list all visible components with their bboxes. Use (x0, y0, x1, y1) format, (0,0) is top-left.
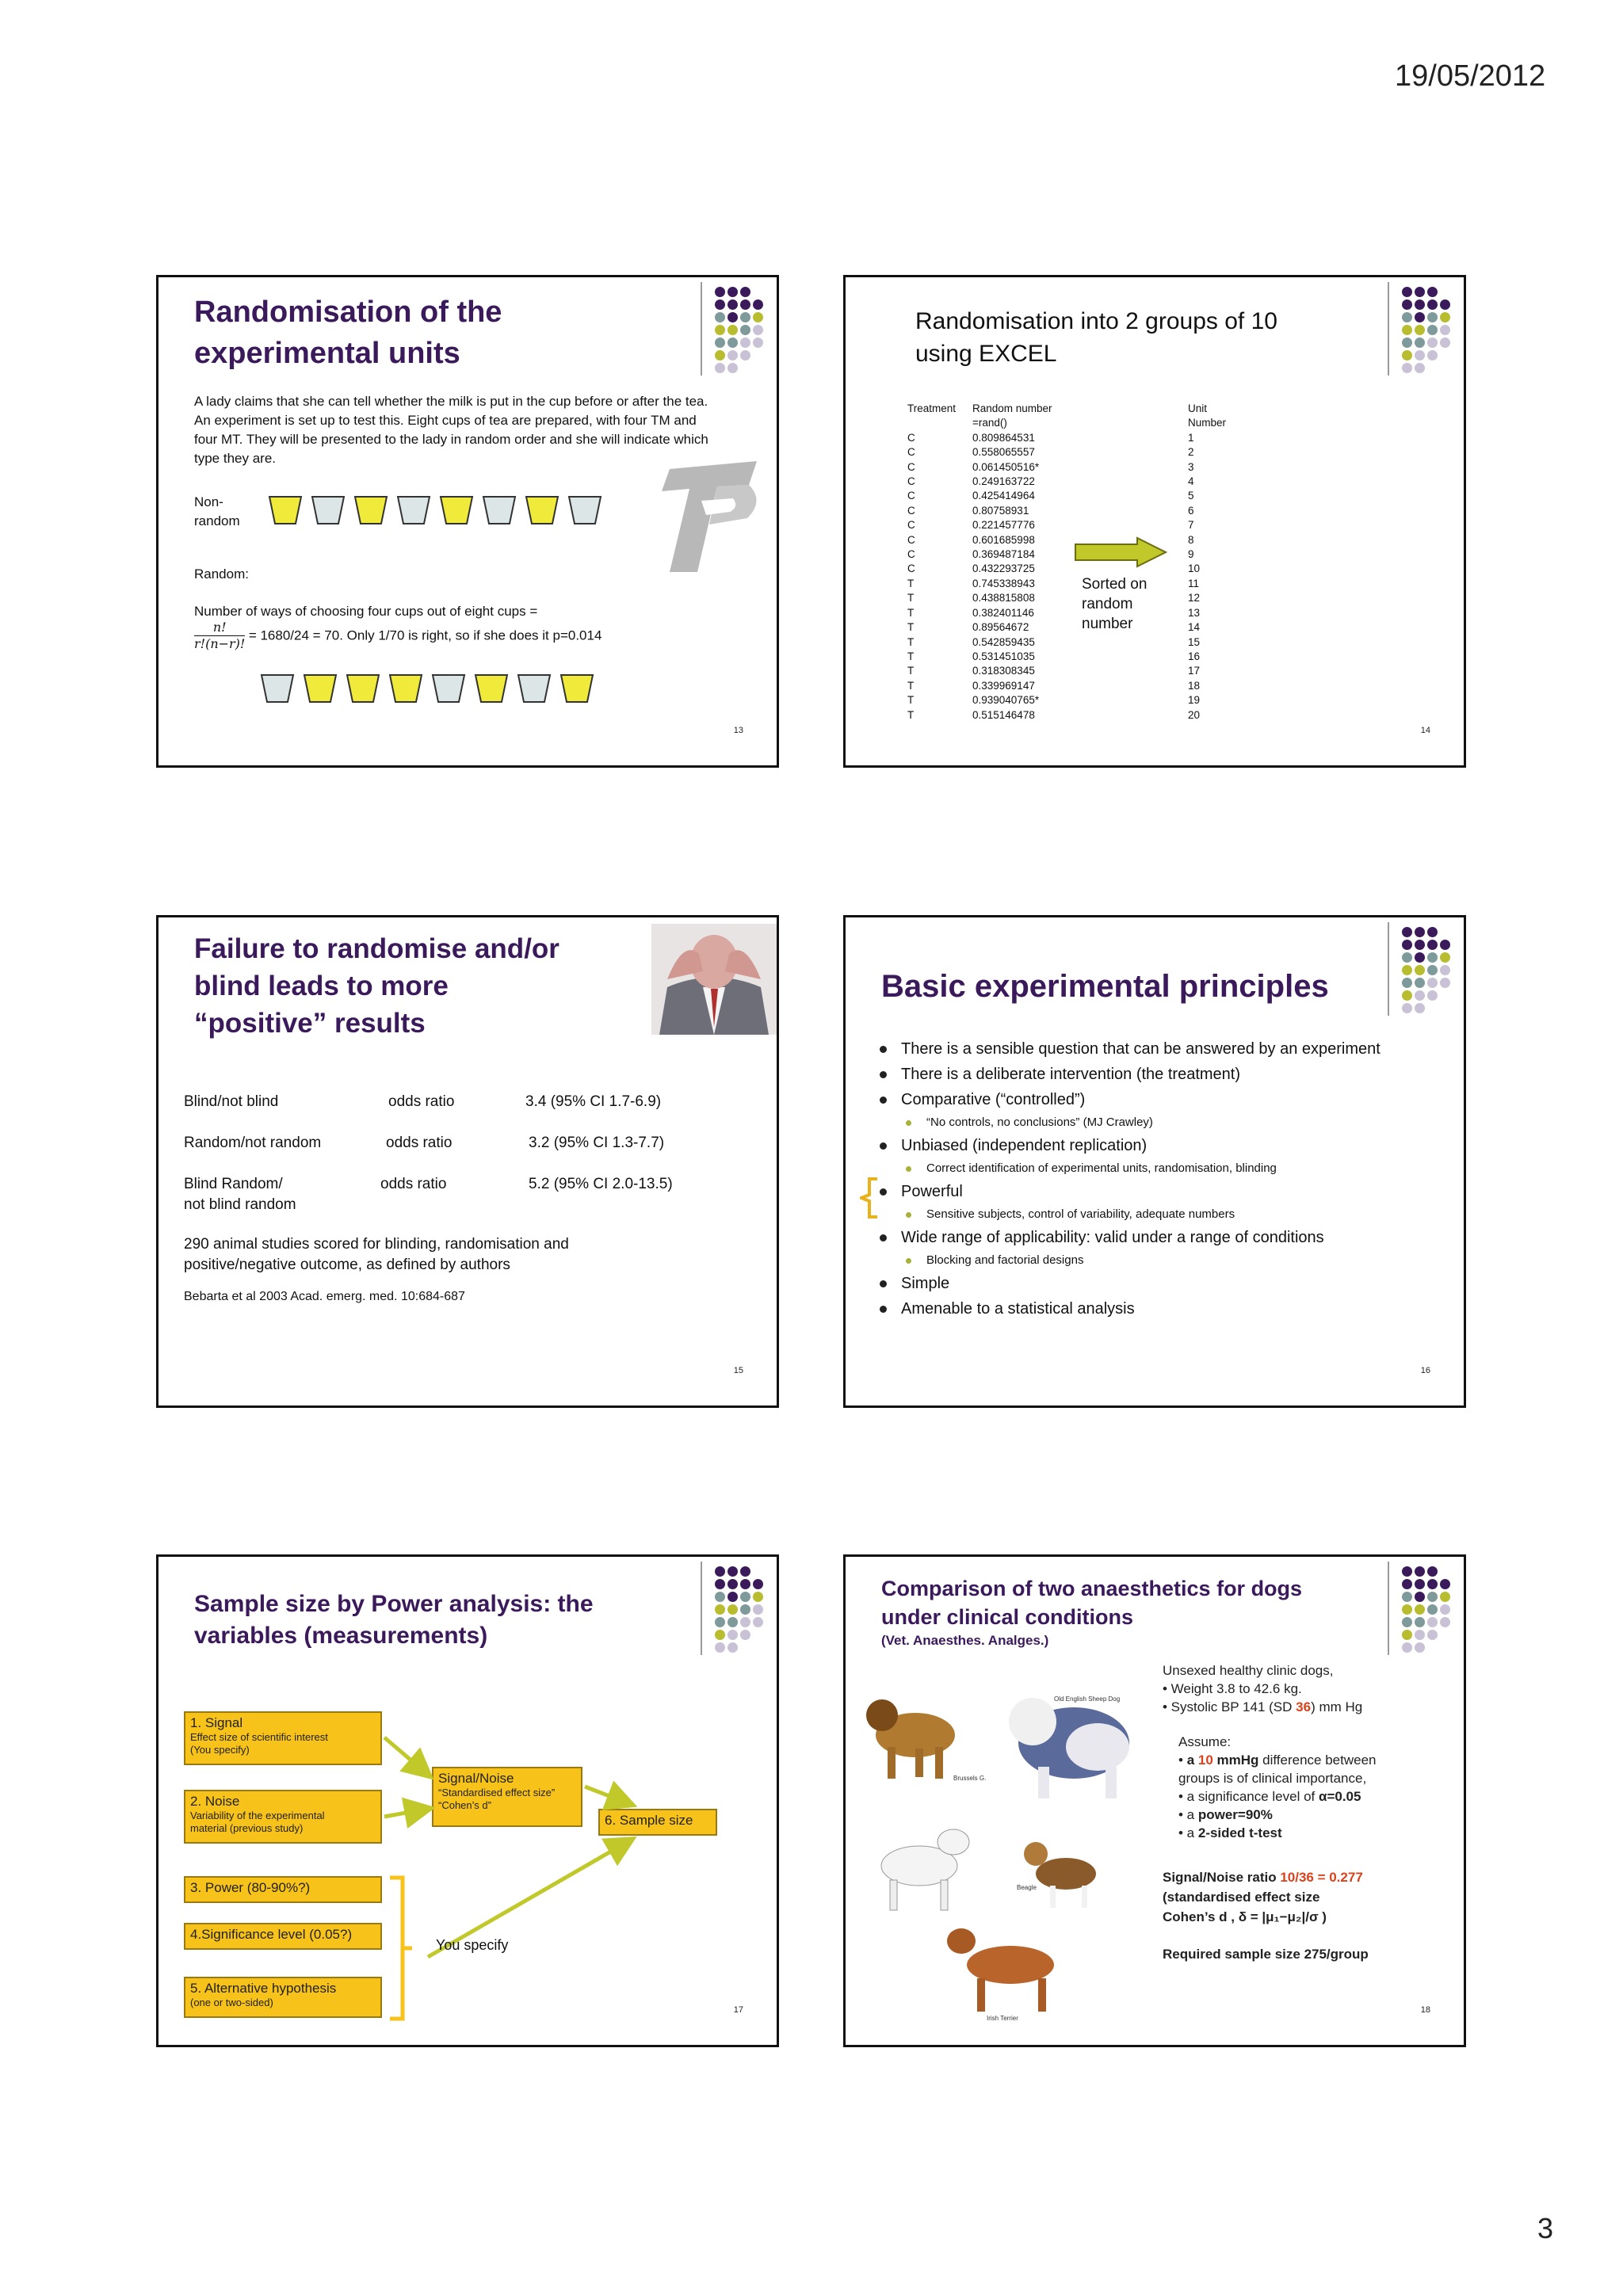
decoration-dot (727, 338, 738, 348)
decoration-dot (1402, 350, 1412, 360)
decoration-dot (727, 350, 738, 360)
table-cell: 0.558065557 (972, 446, 1035, 459)
decoration-dot (1402, 927, 1412, 937)
table-cell: 1 (1188, 431, 1194, 444)
decoration-dot (727, 325, 738, 335)
table-cell: T (907, 621, 915, 634)
noise-box: 2. Noise Variability of the experimental material (previous study) (184, 1790, 382, 1844)
slide-18 (843, 1554, 1466, 2047)
decoration-dot (1402, 940, 1412, 950)
decoration-dot (1415, 338, 1425, 348)
decoration-dot (1427, 363, 1438, 373)
decorative-dots (715, 287, 763, 373)
decoration-dot (1440, 965, 1450, 975)
decoration-dot (1440, 1604, 1450, 1615)
decoration-dot (715, 312, 725, 322)
table-cell: 15 (1188, 635, 1201, 648)
decoration-dot (1427, 1566, 1438, 1577)
decoration-dot (1440, 299, 1450, 310)
unit-number-column: Unit Number 1 2 3 4 5 6 7 8 9 10 11 12 13 14 15 16 17 18 19 20 (1188, 402, 1226, 723)
nonrandom-cups (268, 495, 610, 529)
random-label: Random: (194, 566, 249, 582)
table-cell: 0.369487184 (972, 548, 1035, 561)
old-english-sheepdog-image (1009, 1698, 1129, 1798)
slide-number: 17 (733, 2005, 743, 2015)
decoration-dot (753, 299, 763, 310)
slide-15-summary: 290 animal studies scored for blinding, randomisation and positive/negative outcome, as defined by authors (184, 1236, 569, 1273)
table-cell: 0.745338943 (972, 577, 1035, 589)
decoration-dot (1415, 1642, 1425, 1653)
decoration-dot (1415, 363, 1425, 373)
table-cell: 0.425414964 (972, 490, 1035, 502)
table-cell: C (907, 533, 915, 546)
decoration-dot (1415, 1630, 1425, 1640)
decoration-dot (1402, 325, 1412, 335)
table-cell: 20 (1188, 708, 1201, 721)
slide-16-title: Basic experimental principles (881, 969, 1329, 1004)
decoration-dot (1415, 350, 1425, 360)
decoration-dot (1415, 1617, 1425, 1627)
decoration-dot (1427, 990, 1438, 1001)
slide-number: 16 (1420, 1366, 1430, 1375)
decoration-dot (753, 312, 763, 322)
decoration-dot (1440, 363, 1450, 373)
tea-cup-icon (567, 495, 602, 525)
decoration-dot (1415, 952, 1425, 963)
slide-18-subtitle: (Vet. Anaesthes. Analges.) (881, 1633, 1049, 1648)
table-cell: C (907, 504, 915, 517)
table-cell: C (907, 490, 915, 502)
decoration-dot (753, 338, 763, 348)
decoration-dot (1427, 1604, 1438, 1615)
tea-cup-icon (439, 495, 474, 525)
decoration-dot (1415, 1579, 1425, 1589)
decoration-dot (1427, 312, 1438, 322)
decoration-dot (1427, 1592, 1438, 1602)
random-cups (260, 673, 602, 707)
decoration-dot (1415, 1003, 1425, 1013)
tea-cup-icon (431, 673, 466, 704)
table-cell: C (907, 475, 915, 488)
odds-row-metric: odds ratio (388, 1093, 455, 1110)
sorted-label: Sorted on random number (1082, 576, 1148, 632)
table-cell: 0.542859435 (972, 635, 1035, 648)
table-cell: 3 (1188, 460, 1194, 473)
decoration-dot (1427, 287, 1438, 297)
table-cell: 11 (1188, 577, 1200, 589)
decoration-dot (1440, 990, 1450, 1001)
decoration-dot (1440, 1630, 1450, 1640)
decoration-dot (740, 325, 750, 335)
decoration-dot (1440, 1579, 1450, 1589)
cartoon-man-image (651, 924, 777, 1035)
table-cell: 0.80758931 (972, 504, 1029, 517)
decoration-dot (1440, 338, 1450, 348)
table-cell: 0.061450516* (972, 460, 1040, 473)
decoration-dot (1427, 940, 1438, 950)
decoration-dot (1440, 350, 1450, 360)
decoration-dot (753, 363, 763, 373)
table-cell: 2 (1188, 446, 1194, 459)
tea-cup-icon (311, 495, 346, 525)
you-specify-label: You specify (436, 1937, 509, 1953)
tea-cup-icon (396, 495, 431, 525)
decoration-dot (715, 287, 725, 297)
decoration-dot (740, 312, 750, 322)
table-cell: 0.432293725 (972, 563, 1035, 575)
slide-17-title: Sample size by Power analysis: the variables (measurements) (194, 1591, 594, 1649)
odds-row-label: Blind Random/ not blind random (184, 1176, 296, 1213)
decoration-dot (727, 363, 738, 373)
table-cell: 13 (1188, 606, 1201, 619)
list-item: Powerful (877, 1179, 1464, 1204)
decoration-dot (727, 312, 738, 322)
decoration-dot (1427, 1003, 1438, 1013)
decoration-dot (715, 325, 725, 335)
decoration-dot (1415, 1604, 1425, 1615)
decoration-dot (1402, 1579, 1412, 1589)
odds-row-metric: odds ratio (386, 1135, 453, 1151)
decoration-dot (1440, 952, 1450, 963)
slide-18-title: Comparison of two anaesthetics for dogs under clinical conditions (881, 1577, 1303, 1629)
list-item: There is a sensible question that can be answered by an experiment (877, 1036, 1464, 1062)
table-cell: C (907, 563, 915, 575)
table-cell: C (907, 431, 915, 444)
decoration-dot (740, 350, 750, 360)
table-cell: 0.515146478 (972, 708, 1035, 721)
slide-15-title: Failure to randomise and/or blind leads to more “positive” results (194, 933, 559, 1039)
tea-cup-icon (303, 673, 338, 704)
sort-arrow-icon (1074, 536, 1169, 568)
dog-illustrations (860, 1684, 1161, 2024)
decoration-dot (1402, 363, 1412, 373)
decoration-dot (1440, 325, 1450, 335)
decoration-dot (1402, 1617, 1412, 1627)
decoration-dot (727, 287, 738, 297)
odds-row-label: Random/not random (184, 1135, 322, 1151)
irish-terrier-image (947, 1928, 1054, 2012)
table-cell: 8 (1188, 533, 1194, 546)
table-cell: 0.221457776 (972, 519, 1035, 532)
decoration-dot (1415, 990, 1425, 1001)
decoration-dot (740, 299, 750, 310)
table-cell: 0.601685998 (972, 533, 1035, 546)
decoration-dot (1427, 350, 1438, 360)
decoration-dot (1440, 1592, 1450, 1602)
list-item: “No controls, no conclusions” (MJ Crawley) (877, 1112, 1464, 1133)
decoration-dot (1440, 1617, 1450, 1627)
nonrandom-label: Non- random (194, 494, 240, 528)
table-cell: 7 (1188, 519, 1194, 532)
dog-label-beagle: Beagle (1017, 1884, 1037, 1891)
decoration-dot (1440, 1642, 1450, 1653)
decoration-dot (1440, 927, 1450, 937)
signal-box: 1. Signal Effect size of scientific interest (You specify) (184, 1711, 382, 1765)
decoration-dot (1402, 1604, 1412, 1615)
table-cell: 16 (1188, 650, 1201, 662)
decoration-dot (1440, 940, 1450, 950)
table-cell: T (907, 577, 915, 589)
list-item: Comparative (“controlled”) (877, 1087, 1464, 1112)
combination-formula: $\frac{n!}{r!(n-r)!}$ = 1680/24 = 70. Only 1/70 is right, so if she does it p=0.014 (194, 620, 602, 651)
table-cell: 0.939040765* (972, 694, 1040, 707)
power-box: 3. Power (80-90%?) (184, 1876, 382, 1903)
table-cell: T (907, 635, 915, 648)
decoration-dot (1415, 1566, 1425, 1577)
decoration-dot (1415, 287, 1425, 297)
beagle-image (1024, 1842, 1096, 1908)
signal-noise-ratio: Signal/Noise ratio 10/36 = 0.277 (standardised effect size Cohen’s d , δ = |μ₁−μ₂|/σ ) (1163, 1870, 1363, 1924)
table-cell: 0.339969147 (972, 679, 1035, 692)
decoration-dot (740, 363, 750, 373)
decoration-dot (740, 338, 750, 348)
table-cell: 0.89564672 (972, 621, 1029, 634)
slide-16 (843, 915, 1466, 1408)
decoration-dot (727, 299, 738, 310)
decoration-dot (1402, 1630, 1412, 1640)
table-cell: T (907, 708, 915, 721)
decoration-dot (715, 299, 725, 310)
table-cell: 10 (1188, 563, 1201, 575)
decoration-dot (1402, 965, 1412, 975)
decoration-dot (1415, 299, 1425, 310)
alternative-hypothesis-box: 5. Alternative hypothesis (one or two-sided) (184, 1977, 382, 2018)
bracket-marker-icon (860, 1177, 879, 1219)
page-number: 3 (1537, 2212, 1554, 2245)
list-item: Unbiased (independent replication) (877, 1133, 1464, 1158)
decoration-dot (1402, 990, 1412, 1001)
decoration-dot (753, 350, 763, 360)
decoration-dot (753, 287, 763, 297)
list-item: Wide range of applicability: valid under a range of conditions (877, 1225, 1464, 1250)
decoration-dot (1427, 338, 1438, 348)
list-item: Sensitive subjects, control of variability, adequate numbers (877, 1204, 1464, 1225)
slide-17 (156, 1554, 779, 2047)
decoration-dot (1427, 325, 1438, 335)
decoration-dot (1440, 1003, 1450, 1013)
decoration-dot (715, 363, 725, 373)
dog-label-brussels: Brussels G. (953, 1775, 987, 1782)
table-cell: 19 (1188, 694, 1201, 707)
list-item: Blocking and factorial designs (877, 1250, 1464, 1271)
decoration-dot (1402, 287, 1412, 297)
list-item: Correct identification of experimental units, randomisation, blinding (877, 1158, 1464, 1179)
odds-row-value: 3.2 (95% CI 1.3-7.7) (529, 1135, 665, 1151)
decoration-dot (715, 338, 725, 348)
decoration-dot (1402, 978, 1412, 988)
slide-13-intro: A lady claims that she can tell whether the milk is put in the cup before or after the tea. An experiment is set up to test this. Eight cups of tea are prepared, with four TM and four MT. They will be presented to the lady in random order and she will indicate which type they are. (194, 394, 708, 466)
slide-15 (156, 915, 779, 1408)
table-cell: C (907, 460, 915, 473)
decoration-dot (1415, 325, 1425, 335)
decoration-dot (1415, 940, 1425, 950)
flow-arrows (158, 1557, 779, 2047)
decoration-dot (1427, 927, 1438, 937)
table-cell: 4 (1188, 475, 1194, 488)
decoration-dot (1427, 1642, 1438, 1653)
slide-number: 15 (733, 1366, 743, 1375)
decoration-dot (1415, 978, 1425, 988)
decoration-dot (1440, 978, 1450, 988)
random-number-column: Random number =rand() 0.809864531 0.558065557 0.061450516* 0.249163722 0.425414964 0.80758931 0.221457776 0.601685998 0.369487184 0.432293725 0.745338943 0.438815808 0.382401146 0.89564672 0.542859435 0.531451035 0.318308345 0.339969147 0.939040765* 0.515146478 (972, 402, 1052, 723)
table-cell: C (907, 548, 915, 561)
table-cell: T (907, 606, 915, 619)
decoration-dot (1402, 952, 1412, 963)
tea-cup-icon (517, 673, 552, 704)
decoration-dot (1427, 1617, 1438, 1627)
dogs-info: Unsexed healthy clinic dogs, • Weight 3.8 to 42.6 kg. • Systolic BP 141 (SD 36) mm Hg (1163, 1663, 1363, 1714)
table-cell: C (907, 519, 915, 532)
tea-cup-icon (268, 495, 303, 525)
table-cell: T (907, 650, 915, 662)
decoration-dot (715, 350, 725, 360)
decoration-dot (1402, 299, 1412, 310)
table-cell: 6 (1188, 504, 1194, 517)
slide-13 (156, 275, 779, 768)
slide-number: 13 (733, 726, 743, 735)
odds-row-label: Blind/not blind (184, 1093, 279, 1110)
list-item: Amenable to a statistical analysis (877, 1296, 1464, 1322)
table-cell: 0.438815808 (972, 592, 1035, 605)
decoration-dot (1427, 1579, 1438, 1589)
dog-label-sheepdog: Old English Sheep Dog (1054, 1695, 1121, 1703)
dog-label-irish: Irish Terrier (987, 2015, 1018, 2022)
tea-cup-icon (260, 673, 295, 704)
table-cell: 17 (1188, 665, 1201, 677)
decoration-dot (1415, 312, 1425, 322)
decoration-dot (1402, 312, 1412, 322)
decoration-dot (1415, 1592, 1425, 1602)
decoration-dot (1427, 978, 1438, 988)
table-cell: 18 (1188, 679, 1201, 692)
decoration-dot (1402, 338, 1412, 348)
table-cell: T (907, 665, 915, 677)
table-cell: 12 (1188, 592, 1201, 605)
slide-number: 18 (1420, 2005, 1430, 2015)
signal-noise-box: Signal/Noise “Standardised effect size” “Cohen’s d” (432, 1767, 582, 1827)
list-item: Simple (877, 1271, 1464, 1296)
tea-cup-icon (388, 673, 423, 704)
tea-cup-icon (559, 673, 594, 704)
significance-box: 4.Significance level (0.05?) (184, 1923, 382, 1950)
decoration-dot (1440, 312, 1450, 322)
decoration-dot (740, 287, 750, 297)
decoration-dot (1427, 299, 1438, 310)
decoration-dot (1402, 1003, 1412, 1013)
decoration-dot (1415, 965, 1425, 975)
ways-text: Number of ways of choosing four cups out of eight cups = (194, 604, 538, 619)
page-date: 19/05/2012 (1395, 59, 1546, 93)
list-item: There is a deliberate intervention (the treatment) (877, 1062, 1464, 1087)
slide-number: 14 (1420, 726, 1430, 735)
table-cell: 0.318308345 (972, 665, 1035, 677)
table-cell: 9 (1188, 548, 1194, 561)
decoration-dot (1402, 1566, 1412, 1577)
bull-terrier-image (881, 1829, 969, 1910)
required-sample-size: Required sample size 275/group (1163, 1947, 1369, 1962)
decoration-dot (753, 325, 763, 335)
tea-cup-icon (346, 673, 380, 704)
slide-14 (843, 275, 1466, 768)
tea-cup-icon (353, 495, 388, 525)
decorative-dots (1402, 1566, 1450, 1653)
decorative-dots (1402, 287, 1450, 373)
slide-15-citation: Bebarta et al 2003 Acad. emerg. med. 10:684-687 (184, 1290, 465, 1303)
table-cell: C (907, 446, 915, 459)
sample-size-box: 6. Sample size (598, 1809, 717, 1836)
treatment-column: Treatment C C C C C C C C C C T T T T T T T T T T (907, 402, 956, 723)
decorative-dots (1402, 927, 1450, 1013)
odds-row-metric: odds ratio (380, 1176, 447, 1192)
table-cell: T (907, 592, 915, 605)
decoration-dot (1427, 965, 1438, 975)
table-cell: 5 (1188, 490, 1194, 502)
tea-cup-icon (482, 495, 517, 525)
tea-cup-icon (474, 673, 509, 704)
table-cell: 0.809864531 (972, 431, 1035, 444)
table-cell: 0.382401146 (972, 606, 1034, 619)
table-cell: 0.249163722 (972, 475, 1035, 488)
decoration-dot (1415, 927, 1425, 937)
principles-list (877, 1036, 1464, 1322)
brussels-griffon-image (866, 1699, 955, 1779)
assumptions: Assume: • a 10 mmHg difference between groups is of clinical importance, • a significance level of α=0.05 • a power=90% • a 2-sided t-test (1178, 1734, 1377, 1840)
decoration-dot (1440, 1566, 1450, 1577)
decoration-dot (1402, 1592, 1412, 1602)
decoration-dot (1402, 1642, 1412, 1653)
table-cell: 0.531451035 (972, 650, 1035, 662)
slide-13-title: Randomisation of the experimental units (194, 296, 502, 370)
slide-14-title: Randomisation into 2 groups of 10 using EXCEL (915, 308, 1277, 367)
odds-row-value: 3.4 (95% CI 1.7-6.9) (525, 1093, 662, 1110)
tea-cup-icon (525, 495, 559, 525)
table-cell: 14 (1188, 621, 1201, 634)
decoration-dot (1427, 1630, 1438, 1640)
decoration-dot (1427, 952, 1438, 963)
tea-cup-logo (654, 453, 765, 580)
table-cell: T (907, 694, 915, 707)
table-cell: T (907, 679, 915, 692)
odds-row-value: 5.2 (95% CI 2.0-13.5) (529, 1176, 673, 1192)
decoration-dot (1440, 287, 1450, 297)
